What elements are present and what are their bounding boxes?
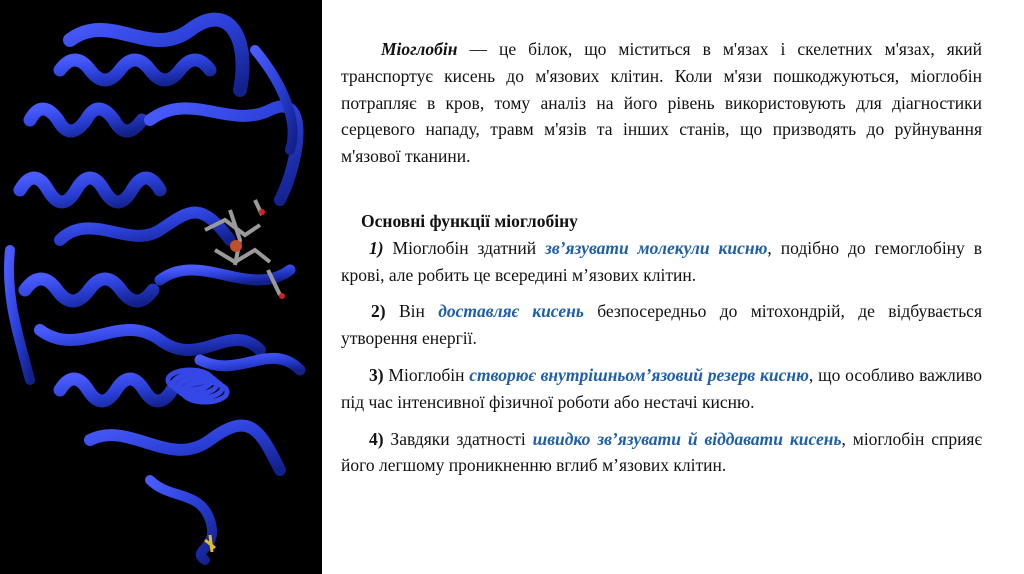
function-1-text-after: , подібно до гемоглобіну в крові, але робить це всередині м’язових клітин.: [341, 237, 982, 285]
function-1-text-before: Міоглобін здатний: [383, 237, 545, 258]
function-4-text-before: Завдяки здатності: [383, 428, 533, 449]
function-item-4: [341, 426, 982, 480]
intro-text: — це білок, що міститься в м'язах і скелетних м'язах, який транспортує кисень до м'язових клітин. Коли м'язи пошкоджуються, міоглобін потрапляє в кров, тому аналіз на його рівень використовують для діагностики серцевого нападу, травм м'язів та інших станів, що призводять до руйнування м'язової тканини.: [341, 39, 982, 167]
function-item-2: [341, 298, 982, 352]
function-2-number: 2): [371, 301, 386, 322]
function-3-text-after: , що особливо важливо під час інтенсивної фізичної роботи або нестачі кисню.: [341, 364, 982, 412]
intro-paragraph: [341, 36, 982, 170]
function-4-number: 4): [369, 428, 384, 449]
function-item-1: [341, 235, 982, 289]
function-4-text-after: , міоглобін сприяє його легшому проникненню вглиб м’язових клітин.: [341, 428, 982, 476]
myoglobin-structure-image: [0, 0, 322, 574]
function-2-text-before: Він: [385, 301, 439, 322]
functions-heading: Основні функції міоглобіну: [361, 210, 578, 231]
function-2-text-after: безпосередньо до мітохондрій, де відбувається утворення енергії.: [341, 301, 982, 349]
function-3-text-before: Міоглобін: [383, 364, 470, 385]
function-3-number: 3): [369, 364, 384, 385]
function-3-highlight: створює внутрішньом’язовий резерв кисню: [469, 364, 809, 385]
function-item-3: [341, 362, 982, 416]
description-panel: [341, 36, 982, 479]
function-4-highlight: швидко зв’язувати й віддавати кисень: [532, 428, 842, 449]
function-1-number: 1): [369, 237, 384, 258]
protein-ribbon-illustration: [0, 0, 322, 574]
function-1-highlight: зв’язувати молекули кисню: [545, 237, 768, 258]
function-2-highlight: доставляє кисень: [438, 301, 584, 322]
intro-term: Міоглобін: [381, 39, 458, 59]
